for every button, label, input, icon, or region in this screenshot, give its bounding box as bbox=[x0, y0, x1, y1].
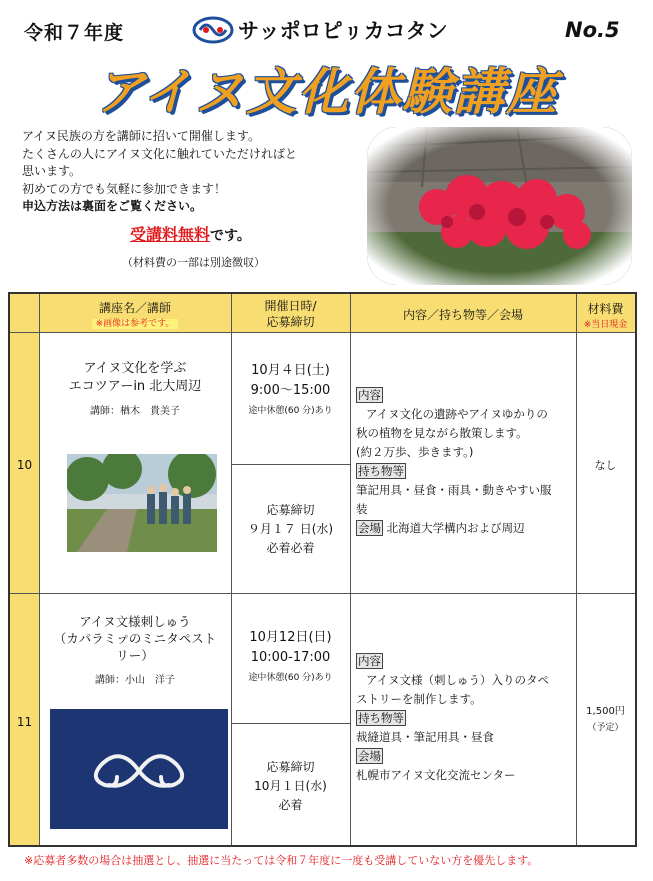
header-course: 講座名／講師 ※画像は参考です。 bbox=[39, 299, 231, 329]
venue-tag: 会場 bbox=[358, 749, 381, 763]
material-note: （材料費の一部は別途徴収） bbox=[122, 256, 265, 269]
course-title: アイヌ文様刺しゅう （カパラミㇷ゚のミニタペスト リー） bbox=[53, 614, 217, 663]
application-deadline: 応募締切 10月１日(水) 必着 bbox=[254, 760, 327, 812]
year-label: 令和７年度 bbox=[24, 22, 125, 44]
content-tag: 内容 bbox=[358, 654, 381, 668]
course-title: アイヌ文化を学ぶ エコツアーin 北大周辺 bbox=[68, 361, 202, 394]
event-date: 10月12日(日) 10:00-17:00 途中休憩(60 分)あり bbox=[248, 630, 333, 683]
free-highlight: 受講料無料 bbox=[130, 225, 211, 244]
footnote: ※応募者多数の場合は抽選とし、抽選に当たっては令和７年度に一度も受講していない方を優先します。 bbox=[24, 854, 539, 867]
logo-text: サッポロピㇼカコタン bbox=[238, 19, 448, 43]
logo bbox=[192, 14, 448, 46]
header-fee: 材料費 ※当日現金 bbox=[576, 300, 635, 330]
issue-number: No.5 bbox=[565, 18, 620, 42]
course-details: 内容 アイヌ文化の遺跡やアイヌゆかりの 秋の植物を見ながら散策します。 (約２万歩、歩きます。) 持ち物等 筆記用具・昼食・雨具・動きやすい服 装 会場 北海道大学構内および周辺 bbox=[356, 388, 552, 535]
intro-line: アイヌ民族の方を講師に招いて開催します。 bbox=[22, 129, 260, 143]
header-content: 内容／持ち物等／会場 bbox=[402, 308, 523, 322]
fee-value: なし bbox=[594, 459, 617, 472]
number-column bbox=[10, 332, 39, 845]
row-number: 11 bbox=[16, 715, 33, 729]
application-deadline: 応募締切 ９月１７ 日(水) 必着必着 bbox=[247, 503, 334, 555]
items-tag: 持ち物等 bbox=[358, 711, 404, 725]
header-date: 開催日時/ 応募締切 bbox=[264, 299, 317, 329]
intro-line: 申込方法は裏面をご覧ください。 bbox=[22, 199, 203, 213]
course-table bbox=[8, 292, 637, 847]
venue-tag: 会場 bbox=[358, 521, 381, 535]
free-tail: です。 bbox=[210, 228, 251, 244]
event-date: 10月４日(土) 9:00～15:00 途中休憩(60 分)あり bbox=[248, 363, 333, 416]
lecturer: 講師：小山 洋子 bbox=[95, 675, 175, 686]
intro-line: 初めての方でも気軽に参加できます！ bbox=[22, 181, 227, 196]
page-title: アイヌ文化体験講座 bbox=[94, 63, 559, 121]
header-course-note: ※画像は参考です。 bbox=[92, 319, 179, 329]
embroidery-photo bbox=[50, 709, 228, 829]
fee-value: 1,500円 （予定） bbox=[586, 706, 625, 733]
ainu-pattern-logo-icon bbox=[192, 16, 234, 44]
eco-tour-photo bbox=[67, 454, 217, 552]
intro-line: 思います。 bbox=[22, 164, 82, 178]
free-notice bbox=[130, 222, 251, 245]
intro-text bbox=[22, 128, 362, 216]
row-number: 10 bbox=[16, 458, 33, 472]
autumn-leaves-photo bbox=[367, 127, 632, 285]
intro-line: たくさんの人にアイヌ文化に触れていただければと bbox=[22, 146, 297, 161]
items-tag: 持ち物等 bbox=[358, 464, 404, 478]
content-tag: 内容 bbox=[358, 388, 381, 402]
lecturer: 講師：楢木 貴美子 bbox=[90, 406, 180, 417]
course-details: 内容 アイヌ文様（刺しゅう）入りのタペ ストリーを制作します。 持ち物等 裁縫道具・筆記用具・昼食 会場 札幌市アイヌ文化交流センター bbox=[356, 654, 549, 782]
header-fee-note: ※当日現金 bbox=[583, 320, 628, 330]
